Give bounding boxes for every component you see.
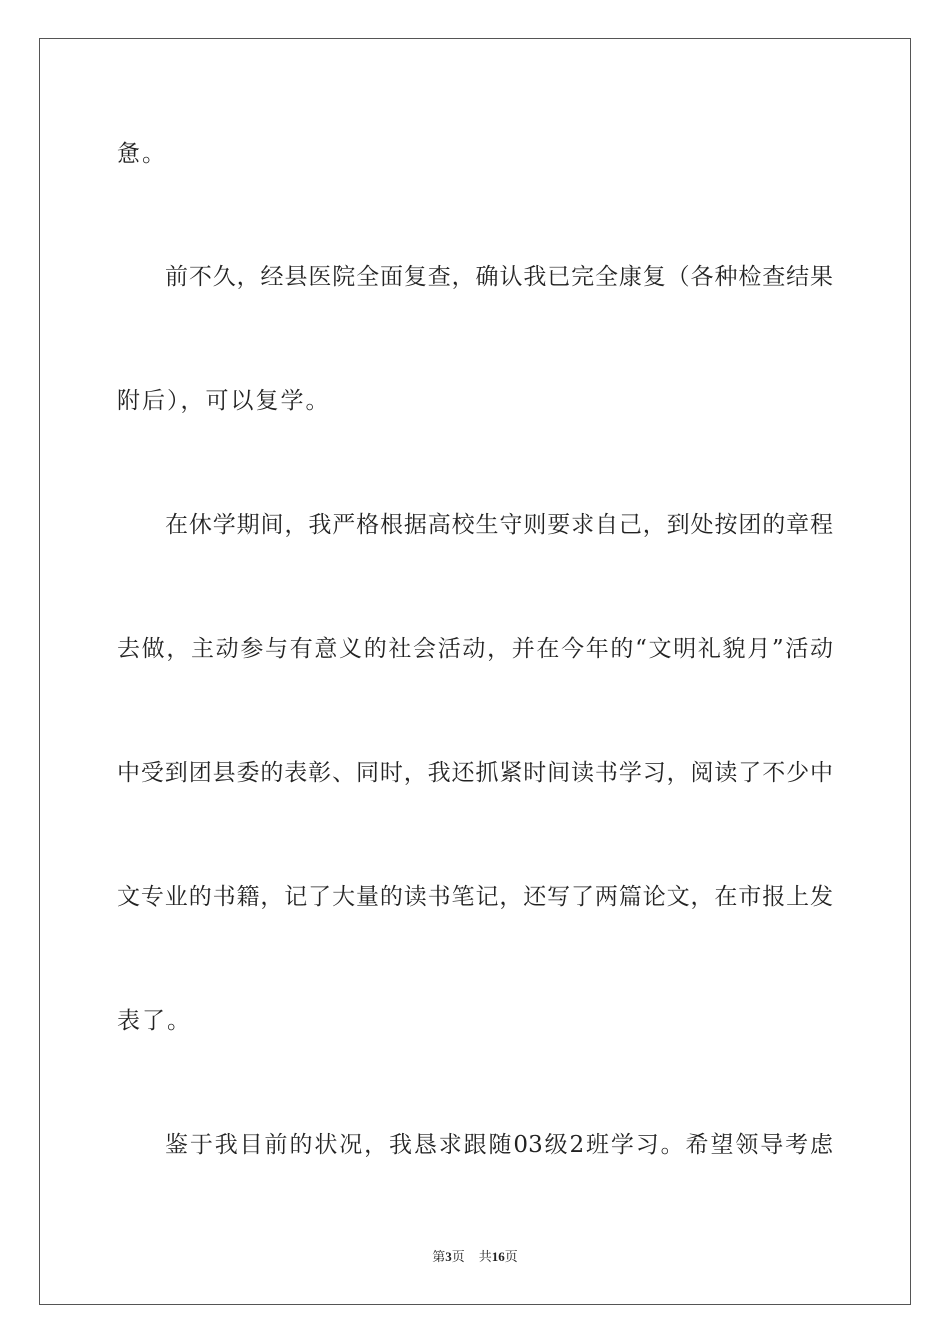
text-line-5: 去做，主动参与有意义的社会活动，并在今年的“文明礼貌月”活动 <box>117 636 833 662</box>
page-footer <box>0 1248 950 1266</box>
text-line-7: 文专业的书籍，记了大量的读书笔记，还写了两篇论文，在市报上发 <box>117 884 833 910</box>
page-suffix: 页 <box>451 1249 465 1264</box>
text-line-8: 表了。 <box>117 1008 192 1034</box>
page-total: 16 <box>491 1249 505 1264</box>
text-line-9: 鉴于我目前的状况，我恳求跟随03级2班学习。希望领导考虑 <box>165 1132 833 1158</box>
page-border <box>39 38 911 1305</box>
text-line-2: 前不久，经县医院全面复查，确认我已完全康复（各种检查结果 <box>165 264 833 290</box>
text-line-4: 在休学期间，我严格根据高校生守则要求自己，到处按团的章程 <box>165 512 833 538</box>
text-line-1: 惫。 <box>117 141 167 167</box>
text-line-3: 附后），可以复学。 <box>117 388 331 414</box>
total-prefix: 共 <box>478 1249 492 1264</box>
page-prefix: 第 <box>432 1249 446 1264</box>
text-line-6: 中受到团县委的表彰、同时，我还抓紧时间读书学习，阅读了不少中 <box>117 760 833 786</box>
total-suffix: 页 <box>504 1249 518 1264</box>
page-current: 3 <box>445 1249 452 1264</box>
